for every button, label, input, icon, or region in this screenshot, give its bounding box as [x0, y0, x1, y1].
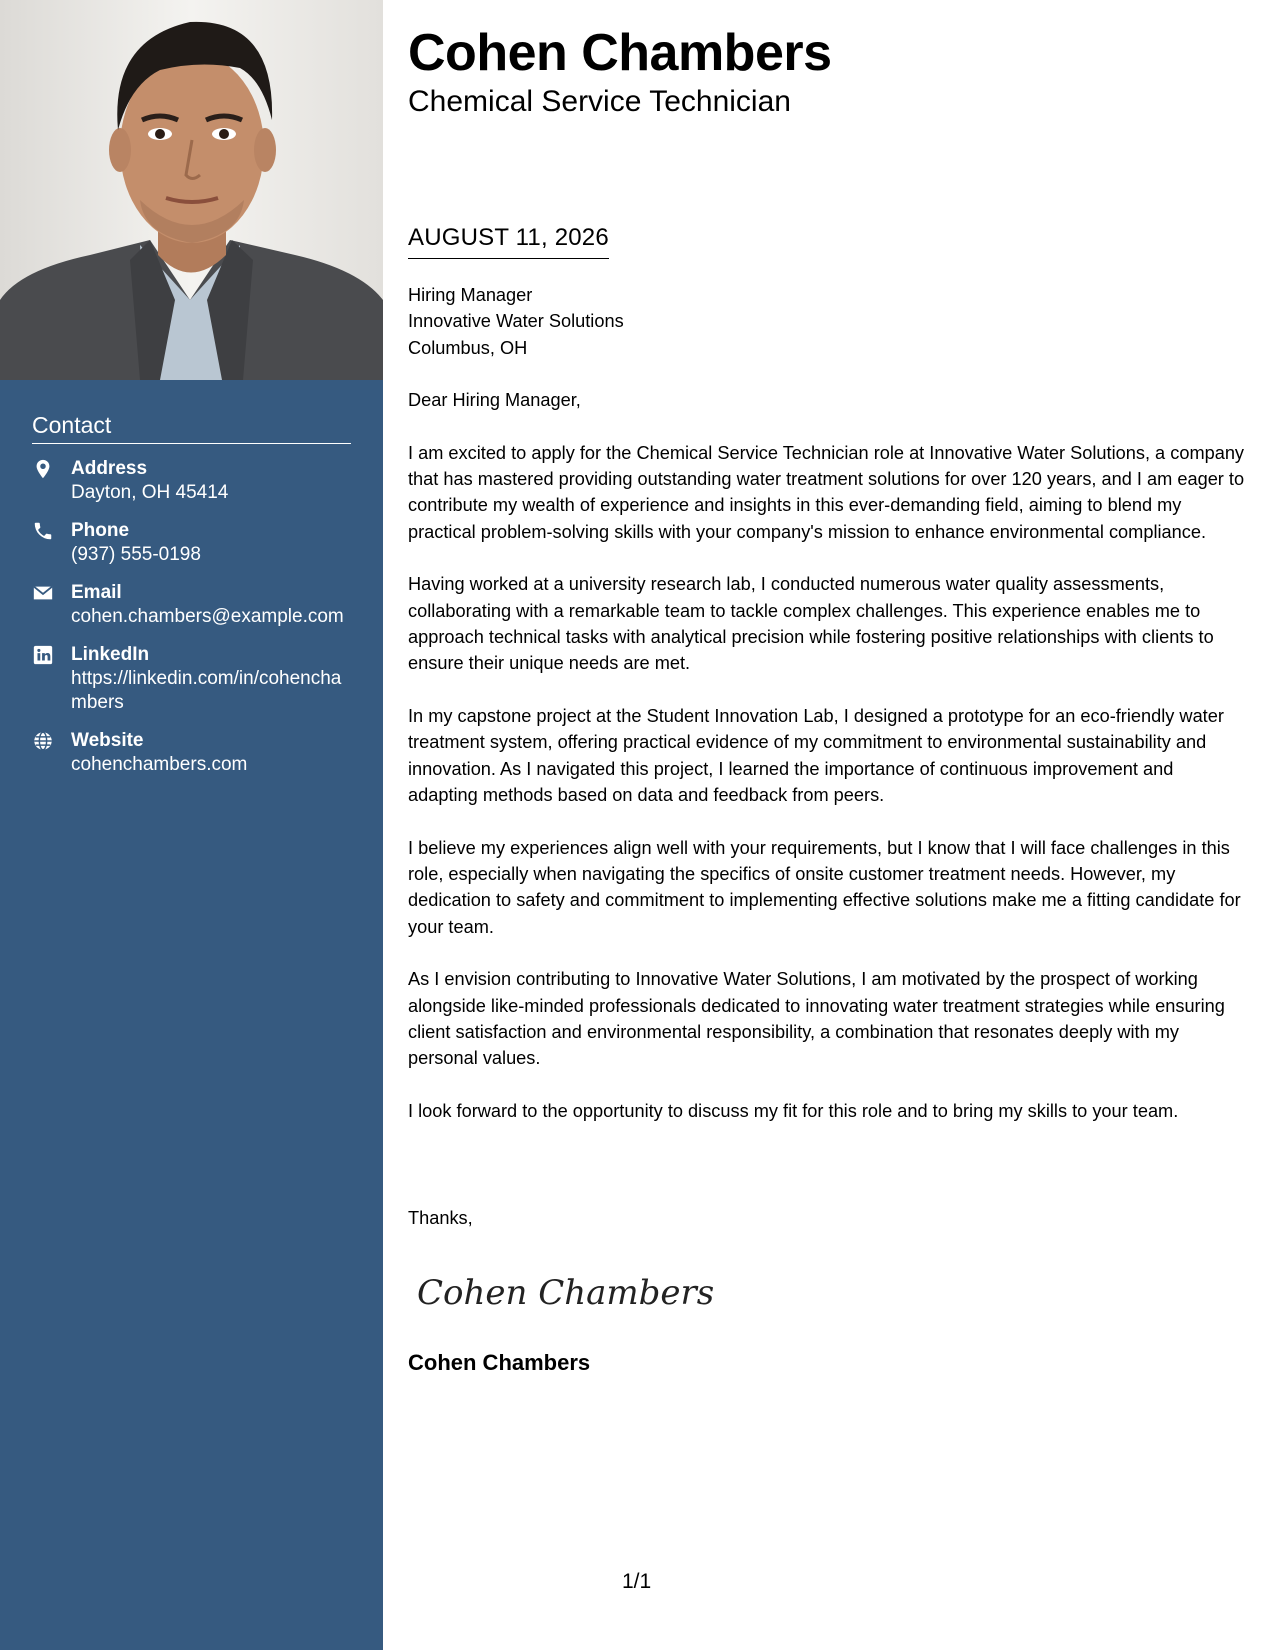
- paragraph: In my capstone project at the Student Innovation Lab, I designed a prototype for an eco-friendly water treatment system, offering practical evidence of my commitment to environmental sustainability and innovation. As I navigated this project, I learned the importance of continuous improvement and adapting methods based on data and feedback from peers.: [408, 705, 1224, 806]
- paragraph: Having worked at a university research lab, I conducted numerous water quality assessments, collaborating with a remarkable team to tackle complex challenges. This experience enables me to approach technical tasks with analytical precision while fostering positive relationships with clients to ensure their unique needs are met.: [408, 574, 1214, 674]
- letter-header: [408, 22, 1248, 120]
- salutation: Dear Hiring Manager,: [408, 390, 581, 411]
- letter-date: AUGUST 11, 2026: [408, 222, 609, 259]
- contact-label: Email: [71, 582, 122, 603]
- page-number: 1/1: [622, 1570, 652, 1593]
- profile-photo: [0, 0, 383, 380]
- linkedin-icon: [32, 644, 54, 666]
- recipient-block: [408, 282, 1248, 361]
- contact-title: Contact: [32, 412, 351, 444]
- closing: Thanks,: [408, 1208, 473, 1228]
- map-pin-icon: [32, 458, 54, 480]
- paragraph: I am excited to apply for the Chemical Service Technician role at Innovative Water Solutions, a company that has mastered providing outstanding water treatment solutions for over 120 years, and I am eager to contribute my wealth of experience and insights in this ever-demanding field, aiming to blend my practical problem-solving skills with your company's mission to enhance environmental compliance.: [408, 442, 1245, 542]
- contact-value: Dayton, OH 45414: [71, 482, 229, 503]
- contact-label: Address: [71, 458, 148, 479]
- signed-name: Cohen Chambers: [408, 1350, 591, 1375]
- recipient-line: Columbus, OH: [408, 337, 528, 358]
- contact-phone: [32, 518, 351, 567]
- contact-linkedin: [32, 642, 351, 715]
- signature-text: Cohen Chambers: [417, 1273, 715, 1313]
- recipient-line: Innovative Water Solutions: [408, 311, 624, 332]
- signature: [415, 1262, 715, 1327]
- recipient-line: Hiring Manager: [408, 285, 533, 305]
- contact-label: Website: [71, 730, 144, 751]
- sidebar: [0, 0, 383, 1650]
- contact-address: [32, 456, 351, 505]
- email-icon: [32, 582, 54, 604]
- contact-section: [32, 412, 351, 790]
- contact-value: (937) 555-0198: [71, 544, 201, 565]
- paragraph: As I envision contributing to Innovative Water Solutions, I am motivated by the prospect of working alongside like-minded professionals dedicated to innovating water treatment strategies while ensuring client satisfaction and environmental responsibility, a combination that resonates deeply with my personal values.: [408, 969, 1225, 1069]
- contact-email: [32, 580, 351, 629]
- applicant-role: Chemical Service Technician: [408, 85, 791, 118]
- paragraph: I look forward to the opportunity to discuss my fit for this role and to bring my skills to your team.: [408, 1100, 1179, 1121]
- contact-value[interactable]: https://linkedin.com/in/cohenchambers: [71, 668, 342, 713]
- contact-value[interactable]: cohen.chambers@example.com: [71, 606, 344, 627]
- letter-body: [408, 282, 1248, 1150]
- contact-label: Phone: [71, 520, 130, 541]
- contact-value[interactable]: cohenchambers.com: [71, 754, 248, 775]
- phone-icon: [32, 520, 54, 542]
- contact-website: [32, 728, 351, 777]
- paragraph: I believe my experiences align well with your requirements, but I know that I will face challenges in this role, especially when navigating the specifics of onsite customer treatment needs. However, my dedication to safety and commitment to implementing effective solutions make me a fitting candidate for your team.: [408, 837, 1241, 937]
- contact-label: LinkedIn: [71, 644, 150, 665]
- applicant-name: Cohen Chambers: [408, 24, 832, 82]
- globe-icon: [32, 730, 54, 752]
